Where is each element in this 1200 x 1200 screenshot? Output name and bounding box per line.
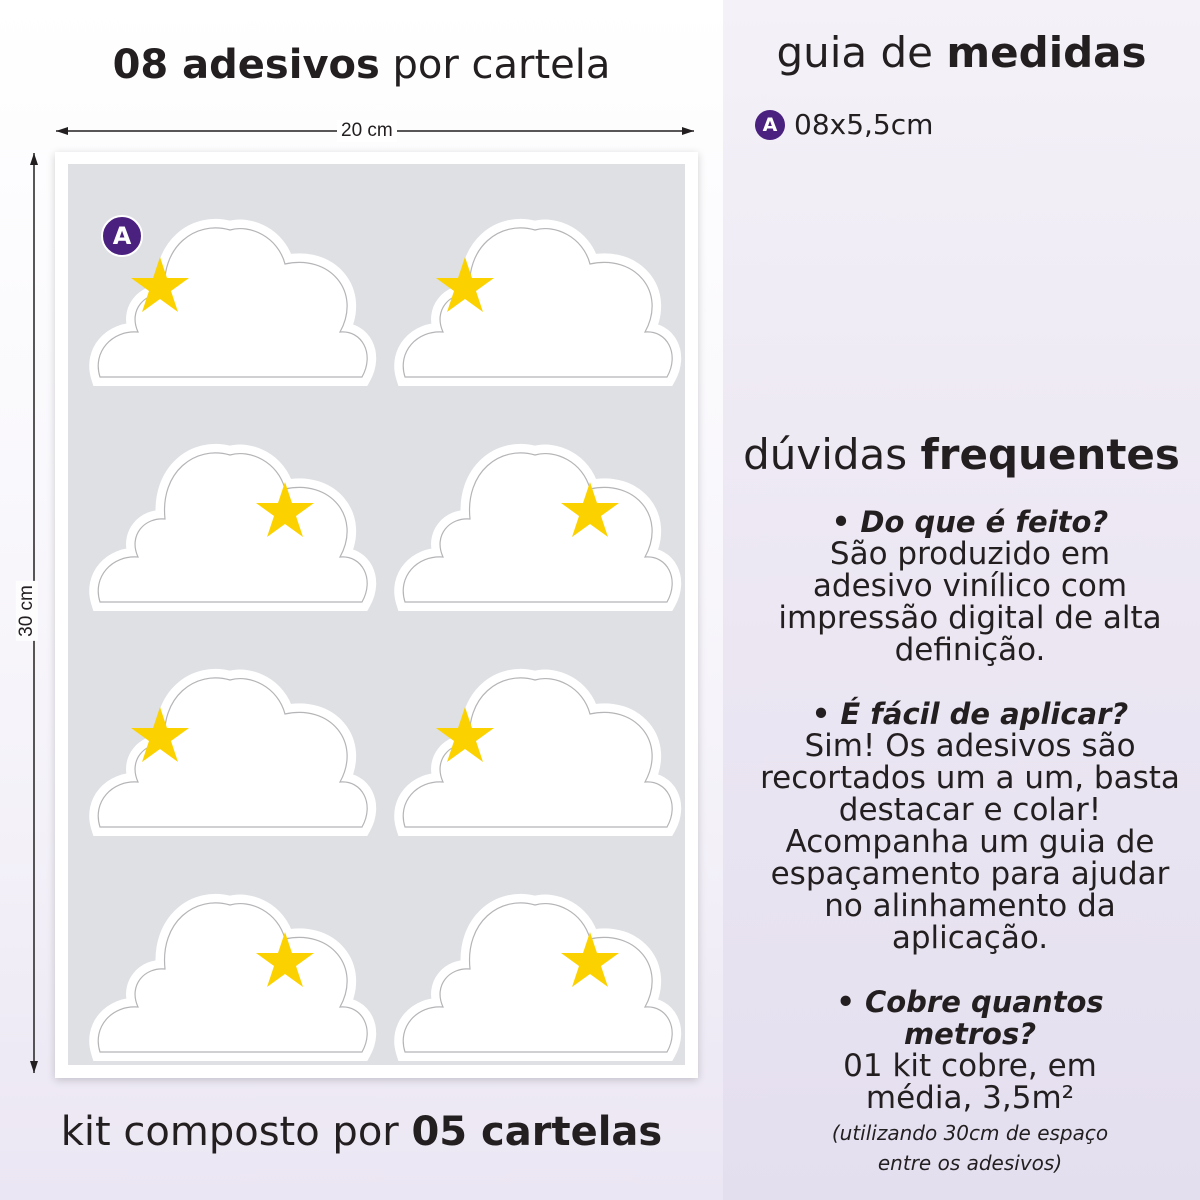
cloud-sticker: [98, 903, 367, 1052]
sticker-grid: [55, 152, 698, 1078]
cloud-sticker: [98, 678, 367, 827]
width-arrow-left-head: [56, 127, 68, 135]
cloud-sticker: [403, 453, 672, 602]
faq-answer: 01 kit cobre, em média, 3,5m²: [843, 1048, 1097, 1116]
measure-size: 08x5,5cm: [794, 108, 934, 141]
faq-title-regular: dúvidas: [743, 430, 921, 479]
faq-item-material: [740, 506, 1200, 666]
stickers-count: 08 adesivos: [112, 42, 380, 88]
measure-item: [755, 108, 933, 142]
measure-guide-title: [723, 26, 1200, 80]
cloud-sticker: [98, 453, 367, 602]
kit-count: 05 cartelas: [411, 1109, 663, 1155]
cloud-sticker: [403, 228, 672, 377]
kit-text: kit composto por: [60, 1109, 412, 1155]
sticker-badge-a: A: [101, 215, 143, 257]
cloud-sticker: [98, 228, 367, 377]
cloud-sticker: [403, 903, 672, 1052]
faq-note: (utilizando 30cm de espaço entre os adesivos): [831, 1121, 1109, 1175]
measure-guide-title-bold: medidas: [946, 28, 1147, 77]
faq-item-coverage: [740, 986, 1200, 1178]
faq-title: [723, 428, 1200, 482]
faq-question: • É fácil de aplicar?: [811, 697, 1129, 731]
faq-item-application: [740, 698, 1200, 954]
height-arrow-bottom-head: [30, 1061, 38, 1073]
width-arrow-right-head: [682, 127, 694, 135]
faq-question: • Do que é feito?: [831, 505, 1109, 539]
badge-a-icon: A: [755, 110, 785, 140]
measure-guide-title-regular: guia de: [776, 28, 947, 77]
faq-answer: Sim! Os adesivos são recortados um a um, basta destacar e colar! Acompanha um guia de espaçamento para ajudar no alinhamento da aplicação.: [760, 728, 1180, 956]
faq-question: • Cobre quantos metros?: [836, 985, 1104, 1051]
faq-answer: São produzido em adesivo vinílico com impressão digital de alta definição.: [778, 536, 1162, 668]
stickers-count-suffix: por cartela: [379, 42, 611, 88]
height-arrow-top-head: [30, 153, 38, 165]
width-label: 20 cm: [337, 120, 397, 142]
kit-composition: [0, 1106, 723, 1158]
sticker-sheet: [55, 152, 698, 1078]
cloud-sticker: [403, 678, 672, 827]
faq-title-bold: frequentes: [920, 430, 1180, 479]
height-label: 30 cm: [16, 581, 38, 641]
